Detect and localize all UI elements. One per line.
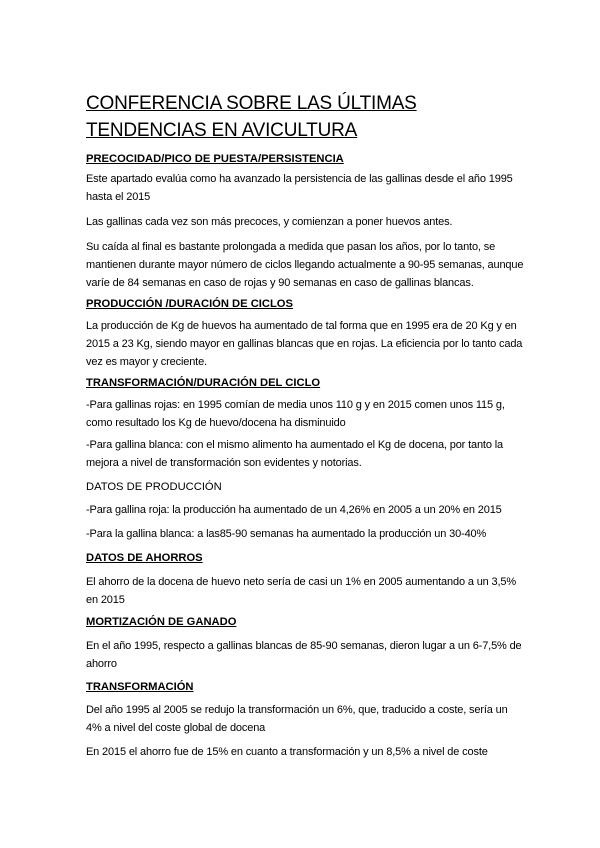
section-heading-transformacion-ciclo: TRANSFORMACIÓN/DURACIÓN DEL CICLO (86, 377, 321, 389)
section-heading-precocidad: PRECOCIDAD/PICO DE PUESTA/PERSISTENCIA (86, 153, 344, 165)
document-title: CONFERENCIA SOBRE LAS ÚLTIMAS TENDENCIAS EN AVICULTURA (86, 93, 417, 141)
section-heading-mortizacion: MORTIZACIÓN DE GANADO (86, 616, 237, 628)
paragraph: En 2015 el ahorro fue de 15% en cuanto a transformación y un 8,5% a nivel de coste (86, 746, 488, 758)
section-heading-datos-produccion: DATOS DE PRODUCCIÓN (86, 481, 222, 493)
section-heading-ahorros: DATOS DE AHORROS (86, 552, 203, 564)
paragraph: La producción de Kg de huevos ha aumentado de tal forma que en 1995 era de 20 Kg y en 2015 a 23 Kg, siendo mayor en gallinas blancas que en rojas. La eficiencia por lo tanto cada vez es mayor y creciente. (86, 320, 523, 368)
paragraph: Su caída al final es bastante prolongada a medida que pasan los años, por lo tanto, se mantienen durante mayor número de ciclos llegando actualmente a 90-95 semanas, aunque varíe de 84 semanas en caso de rojas y 90 semanas en caso de gallinas blancas. (86, 241, 524, 289)
paragraph: En el año 1995, respecto a gallinas blancas de 85-90 semanas, dieron lugar a un 6-7,5% de ahorro (86, 640, 522, 670)
paragraph: -Para gallinas rojas: en 1995 comían de media unos 110 g y en 2015 comen unos 115 g, como resultado los Kg de huevo/docena ha disminuido (86, 399, 505, 429)
section-heading-produccion: PRODUCCIÓN /DURACIÓN DE CICLOS (86, 298, 293, 310)
paragraph: -Para gallina roja: la producción ha aumentado de un 4,26% en 2005 a un 20% en 2015 (86, 504, 502, 516)
paragraph: -Para gallina blanca: con el mismo alimento ha aumentado el Kg de docena, por tanto la mejora a nivel de transformación son evidentes y notorias. (86, 439, 503, 469)
paragraph: Las gallinas cada vez son más precoces, y comienzan a poner huevos antes. (86, 216, 453, 228)
paragraph: Del año 1995 al 2005 se redujo la transformación un 6%, que, traducido a coste, sería un 4% a nivel del coste global de docena (86, 704, 508, 734)
paragraph: -Para la gallina blanca: a las85-90 semanas ha aumentado la producción un 30-40% (86, 528, 487, 540)
paragraph: Este apartado evalúa como ha avanzado la persistencia de las gallinas desde el año 1995 hasta el 2015 (86, 173, 513, 203)
section-heading-transformacion: TRANSFORMACIÓN (86, 681, 194, 693)
paragraph: El ahorro de la docena de huevo neto sería de casi un 1% en 2005 aumentando a un 3,5% en 2015 (86, 576, 517, 606)
